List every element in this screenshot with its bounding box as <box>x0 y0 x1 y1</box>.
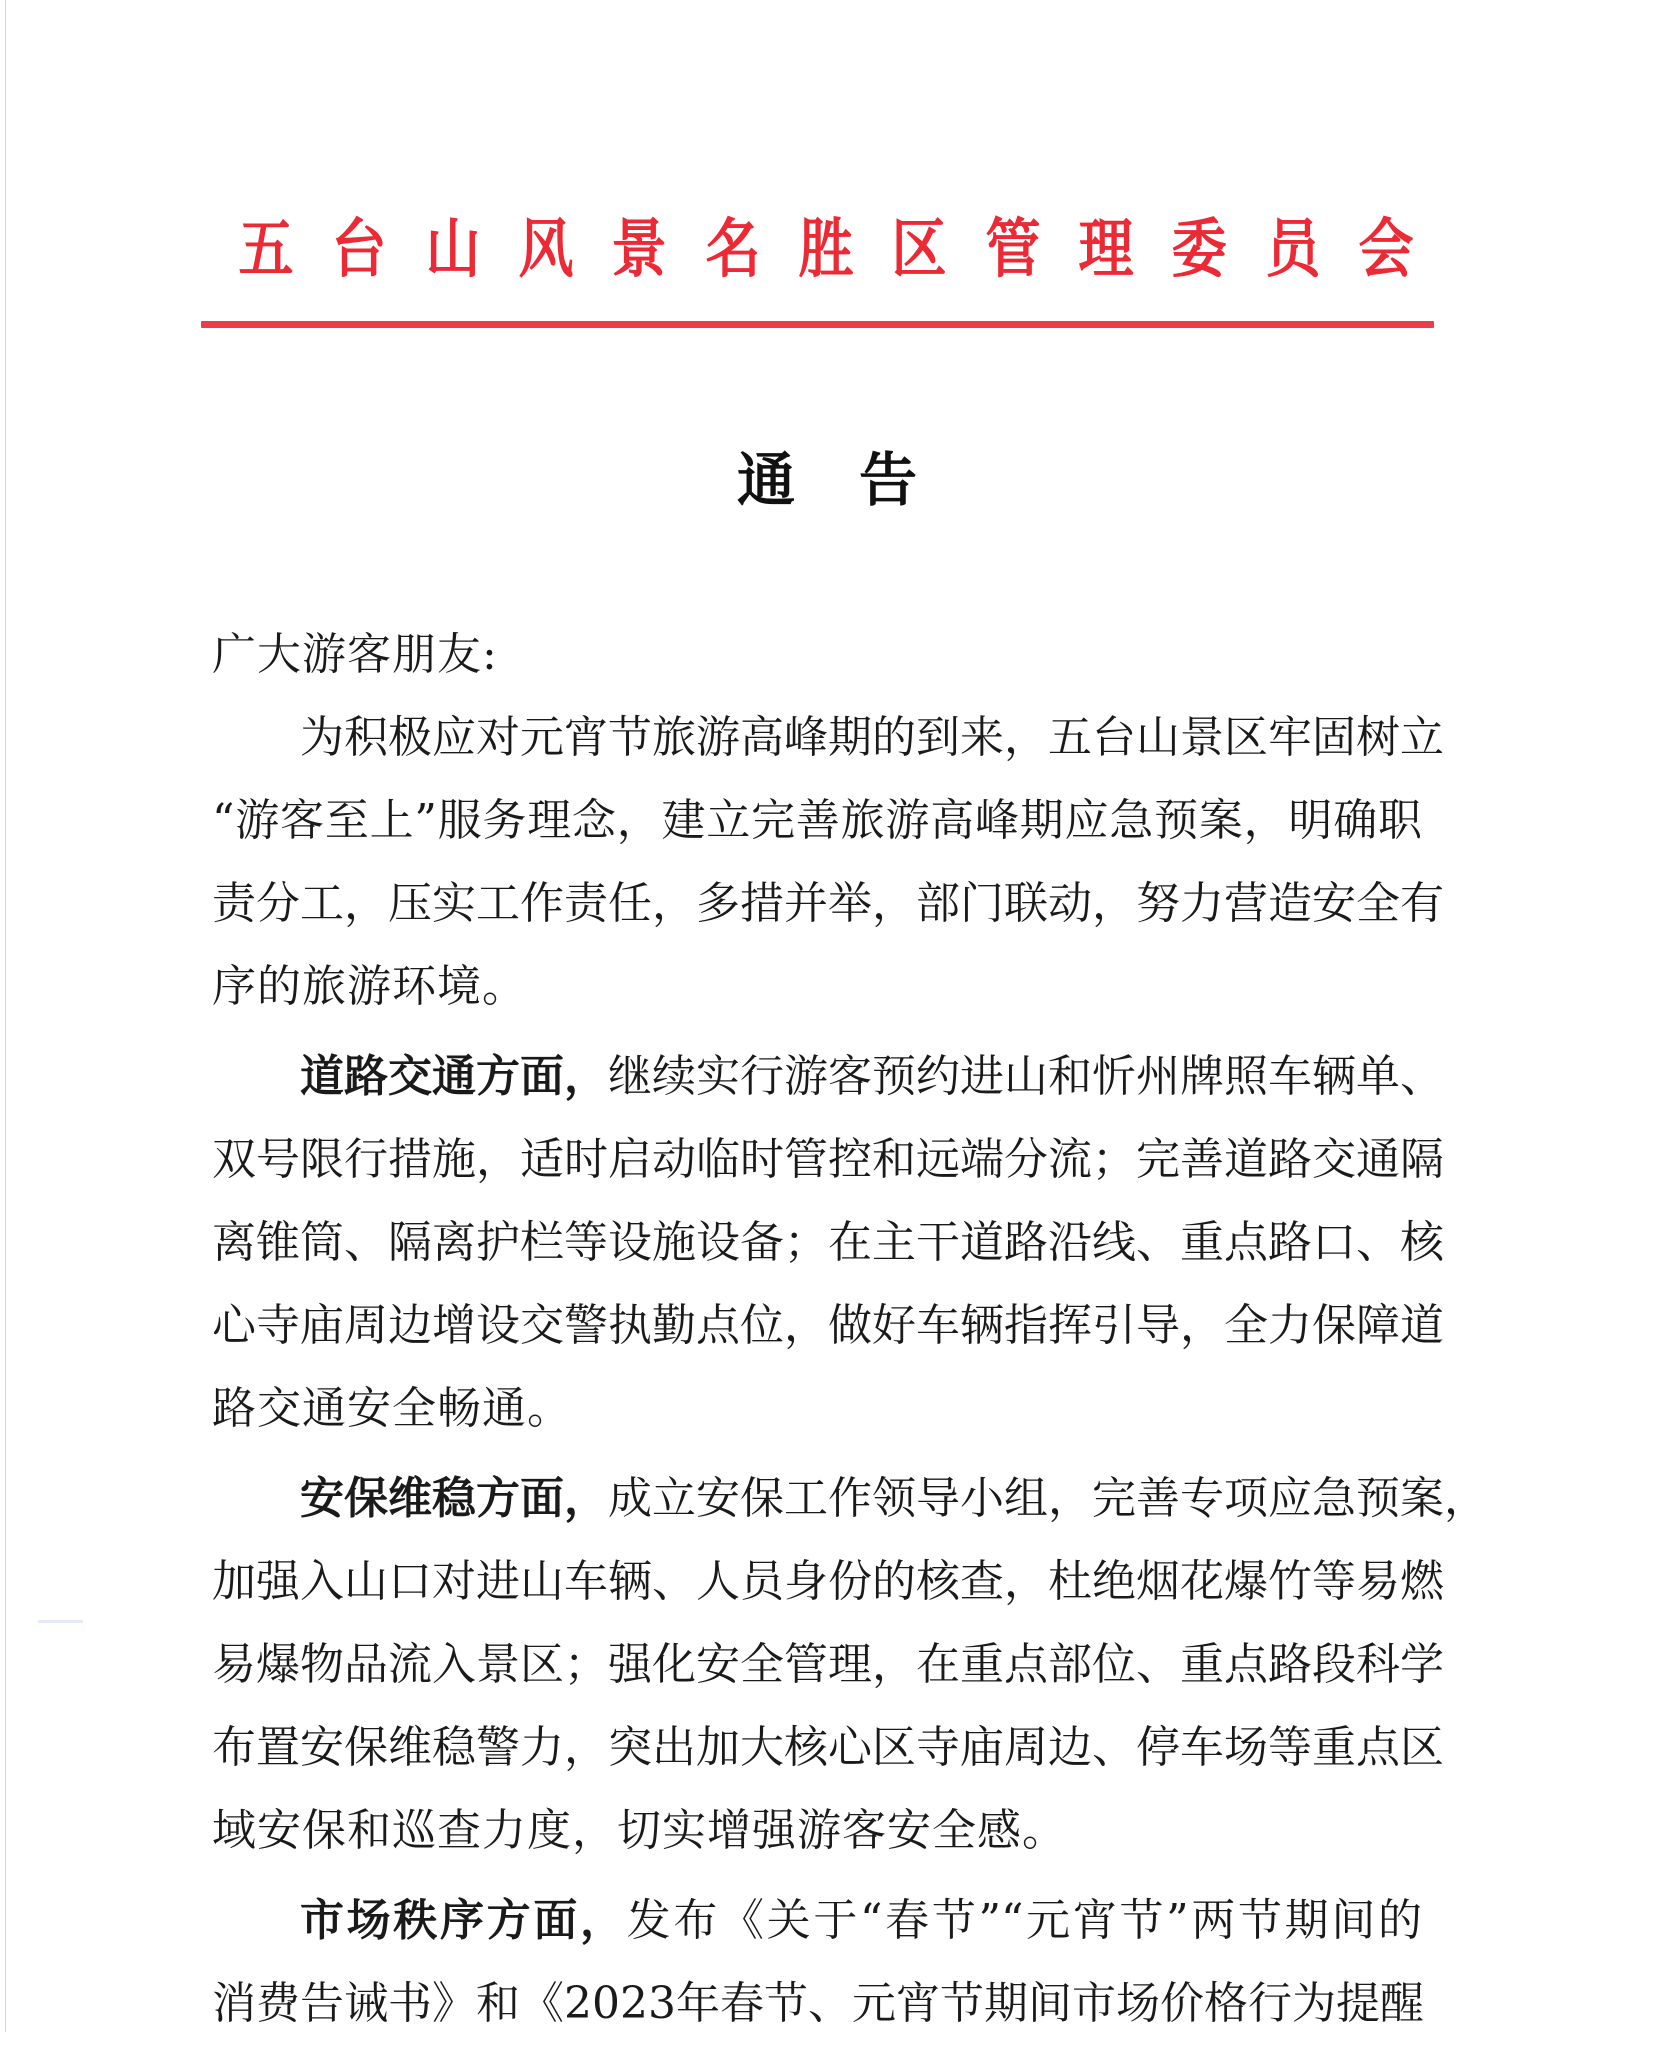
org-char: 区 <box>891 212 947 287</box>
paragraph-road-traffic <box>212 1035 1444 1450</box>
paragraph-line-text: 发布《关于“春节”“元宵节”两节期间的 <box>626 1895 1422 1946</box>
paragraph-line: 双号限行措施，适时启动临时管控和远端分流；完善道路交通隔 <box>212 1134 1444 1185</box>
paragraph-intro <box>212 696 1444 1028</box>
header-red-rule <box>201 321 1434 328</box>
paragraph-line: 为积极应对元宵节旅游高峰期的到来，五台山景区牢固树立 <box>300 712 1444 763</box>
paragraph-line: 心寺庙周边增设交警执勤点位，做好车辆指挥引导，全力保障道 <box>212 1300 1444 1351</box>
org-char: 名 <box>705 212 761 287</box>
paragraph-lead: 道路交通方面， <box>300 1051 608 1102</box>
paragraph-line: 域安保和巡查力度，切实增强游客安全感。 <box>212 1805 1067 1856</box>
org-char: 台 <box>331 212 387 287</box>
paragraph-lead: 市场秩序方面， <box>300 1895 627 1946</box>
org-char: 景 <box>611 212 667 287</box>
org-char: 管 <box>985 212 1041 287</box>
paragraph-line: 消费告诫书》和《2023年春节、元宵节期间市场价格行为提醒 <box>212 1978 1424 2029</box>
org-char: 会 <box>1358 212 1414 287</box>
org-char: 风 <box>518 212 574 287</box>
org-char: 胜 <box>798 212 854 287</box>
org-char: 理 <box>1078 212 1134 287</box>
paragraph-line: 布置安保维稳警力，突出加大核心区寺庙周边、停车场等重点区 <box>212 1722 1444 1773</box>
paragraph-line <box>212 1457 1488 1540</box>
scan-artifact <box>38 1620 83 1623</box>
paragraph-security <box>212 1457 1488 1872</box>
org-char: 山 <box>425 212 481 287</box>
notice-title: 通告 <box>736 446 981 514</box>
organization-header <box>226 205 1426 295</box>
paragraph-line: 序的旅游环境。 <box>212 961 527 1012</box>
paragraph-line <box>212 1035 1444 1118</box>
org-char: 委 <box>1171 212 1227 287</box>
greeting: 广大游客朋友: <box>212 629 498 680</box>
paragraph-lead: 安保维稳方面， <box>300 1473 608 1524</box>
paragraph-market-order <box>212 1879 1422 2045</box>
paragraph-line: 加强入山口对进山车辆、人员身份的核查，杜绝烟花爆竹等易燃 <box>212 1556 1444 1607</box>
page-edge <box>5 0 6 2032</box>
paragraph-line-text: 继续实行游客预约进山和忻州牌照车辆单、 <box>608 1051 1444 1102</box>
paragraph-line: “游客至上”服务理念，建立完善旅游高峰期应急预案，明确职 <box>212 795 1422 846</box>
org-char: 员 <box>1265 212 1321 287</box>
paragraph-line: 路交通安全畅通。 <box>212 1383 572 1434</box>
paragraph-line: 离锥筒、隔离护栏等设施设备；在主干道路沿线、重点路口、核 <box>212 1217 1444 1268</box>
notice-body <box>212 613 1488 2045</box>
paragraph-line: 责分工，压实工作责任，多措并举，部门联动，努力营造安全有 <box>212 878 1444 929</box>
paragraph-line <box>212 1879 1422 1962</box>
paragraph-line: 易爆物品流入景区；强化安全管理，在重点部位、重点路段科学 <box>212 1639 1444 1690</box>
paragraph-line-text: 成立安保工作领导小组，完善专项应急预案， <box>608 1473 1488 1524</box>
org-char: 五 <box>238 212 294 287</box>
